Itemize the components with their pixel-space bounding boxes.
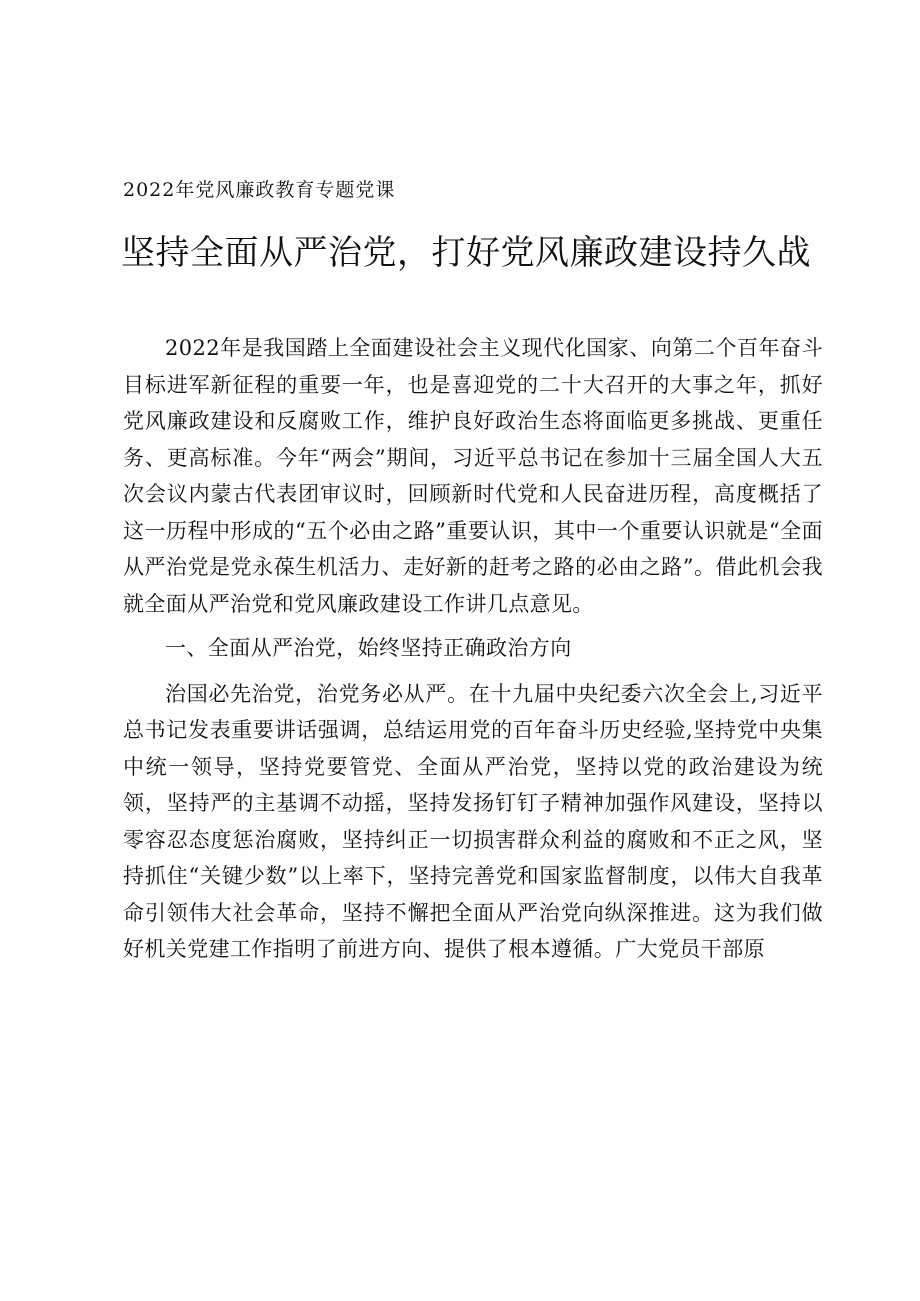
section-heading: 一、全面从严治党，始终坚持正确政治方向 xyxy=(165,636,572,660)
document-body xyxy=(123,330,823,968)
intro-paragraph: 2022年是我国踏上全面建设社会主义现代化国家、向第二个百年奋斗目标进军新征程的重要一年，也是喜迎党的二十大召开的大事之年，抓好党风廉政建设和反腐败工作，维护良好政治生态将面临更多挑战、更重任务、更高标准。今年“两会”期间，习近平总书记在参加十三届全国人大五次会议内蒙古代表团审议时，回顾新时代党和人民奋进历程，高度概括了这一历程中形成的“五个必由之路”重要认识，其中一个重要认识就是“全面从严治党是党永葆生机活力、走好新的赶考之路的必由之路”。借此机会我就全面从严治党和党风廉政建设工作讲几点意见。 xyxy=(123,336,823,616)
document-subtitle: 2022年党风廉政教育专题党课 xyxy=(123,179,396,201)
document-title: 坚持全面从严治党，打好党风廉政建设持久战 xyxy=(121,233,811,273)
section-paragraph: 治国必先治党，治党务必从严。在十九届中央纪委六次全会上,习近平总书记发表重要讲话强调，总结运用党的百年奋斗历史经验,坚持党中央集中统一领导，坚持党要管党、全面从严治党，坚持以党的政治建设为统领，坚持严的主基调不动摇，坚持发扬钉钉子精神加强作风建设，坚持以零容忍态度惩治腐败，坚持纠正一切损害群众利益的腐败和不正之风，坚持抓住“关键少数”以上率下，坚持完善党和国家监督制度，以伟大自我革命引领伟大社会革命，坚持不懈把全面从严治党向纵深推进。这为我们做好机关党建工作指明了前进方向、提供了根本遵循。广大党员干部原 xyxy=(123,681,823,961)
